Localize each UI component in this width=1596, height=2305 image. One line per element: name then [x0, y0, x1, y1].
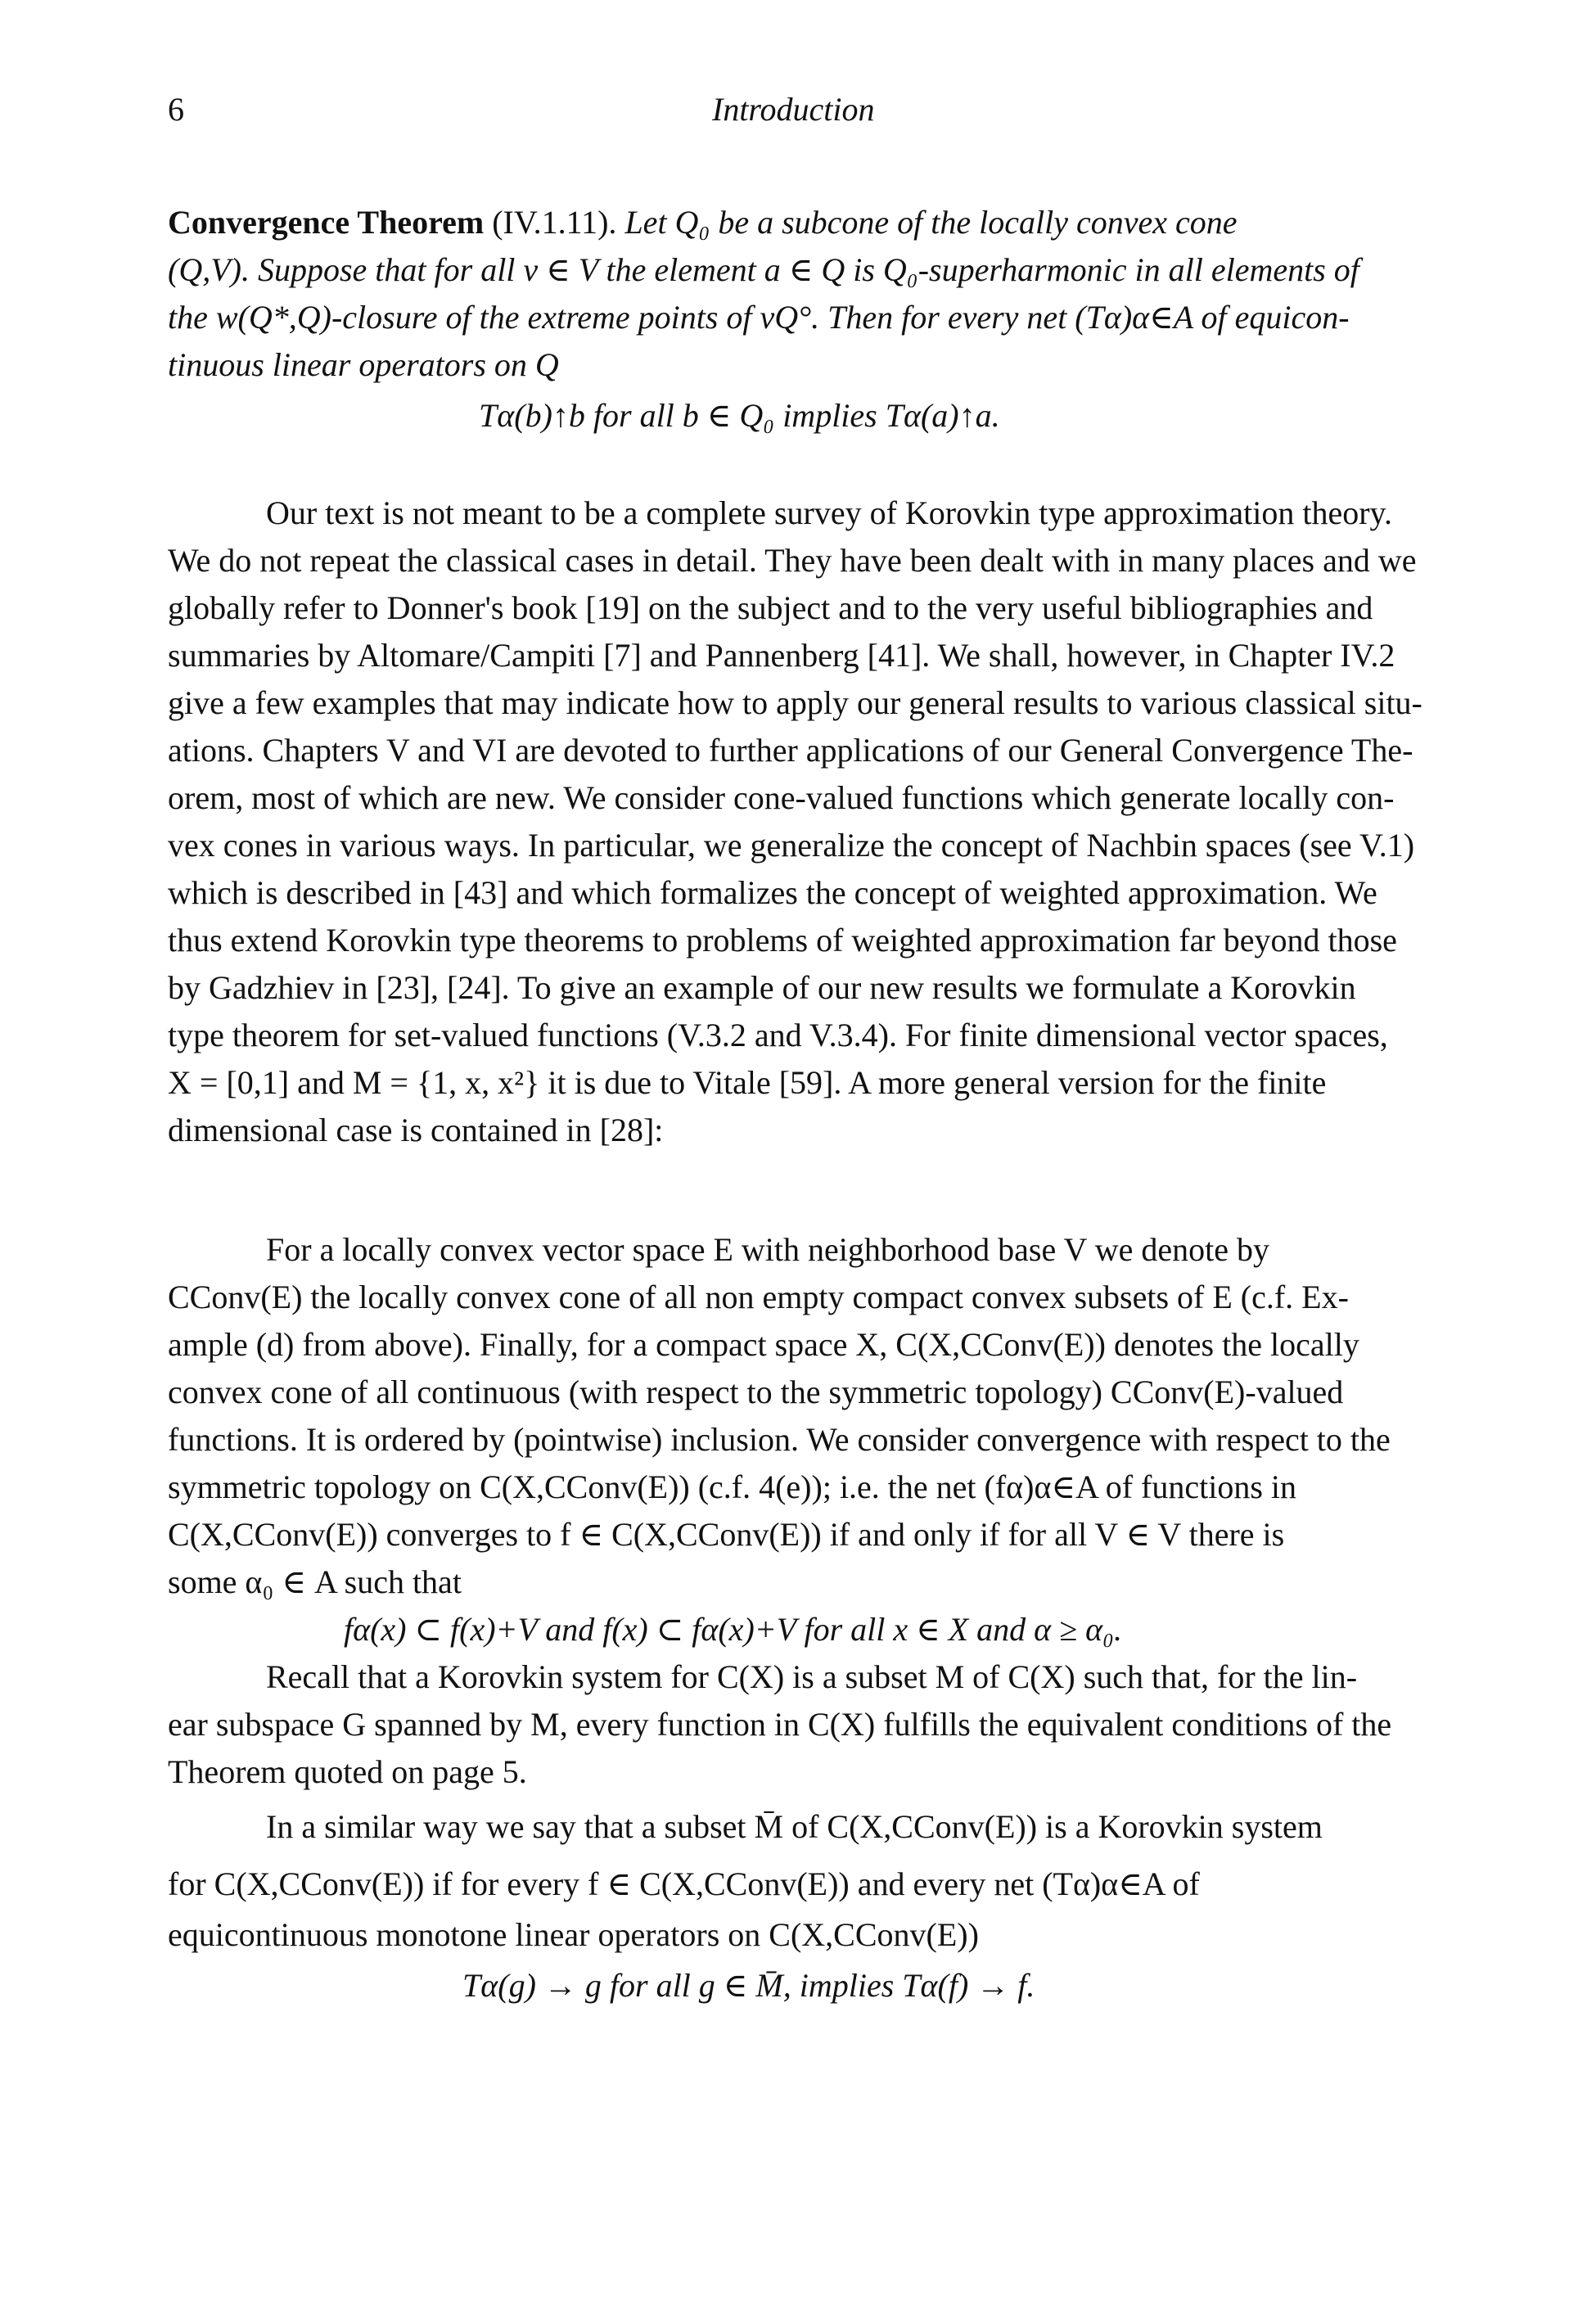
- para4-line: for C(X,CConv(E)) if for every f ∈ C(X,CConv(E)) and every net (Tα)α∈A of: [168, 1865, 1200, 1902]
- para1-line: thus extend Korovkin type theorems to problems of weighted approximation far beyond those: [168, 922, 1397, 959]
- theorem-line-3: the w(Q*,Q)-closure of the extreme points of vQ°. Then for every net (Tα)α∈A of equicon-: [168, 299, 1350, 336]
- theorem-formula: Tα(b)↑b for all b ∈ Q₀ implies Tα(a)↑a.: [479, 397, 1000, 434]
- para3-line: Recall that a Korovkin system for C(X) is a subset M of C(X) such that, for the lin-: [266, 1658, 1358, 1695]
- theorem-line-1: [168, 203, 1238, 242]
- para1-line: X = [0,1] and M = {1, x, x²} it is due to Vitale [59]. A more general version for the finite: [168, 1064, 1327, 1101]
- para2-line: convex cone of all continuous (with respect to the symmetric topology) CConv(E)-valued: [168, 1374, 1344, 1410]
- para3-line: Theorem quoted on page 5.: [168, 1753, 527, 1790]
- para1-line: ations. Chapters V and VI are devoted to further applications of our General Convergence The-: [168, 732, 1413, 769]
- para2-line: functions. It is ordered by (pointwise) inclusion. We consider convergence with respect to the: [168, 1421, 1391, 1458]
- para2-line: C(X,CConv(E)) converges to f ∈ C(X,CConv(E)) if and only if for all V ∈ V there is: [168, 1516, 1285, 1553]
- para1-line: We do not repeat the classical cases in detail. They have been dealt with in many places and we: [168, 542, 1417, 579]
- para4-line: In a similar way we say that a subset M̄ of C(X,CConv(E)) is a Korovkin system: [266, 1808, 1323, 1845]
- theorem-title: Convergence Theorem: [168, 204, 485, 241]
- para1-line: summaries by Altomare/Campiti [7] and Pannenberg [41]. We shall, however, in Chapter IV.2: [168, 637, 1395, 674]
- convergence-formula: fα(x) ⊂ f(x)+V and f(x) ⊂ fα(x)+V for all x ∈ X and α ≥ α₀.: [344, 1611, 1123, 1648]
- para2-line: For a locally convex vector space E with neighborhood base V we denote by: [266, 1231, 1269, 1268]
- para1-line: Our text is not meant to be a complete survey of Korovkin type approximation theory.: [266, 494, 1392, 531]
- para1-line: vex cones in various ways. In particular, we generalize the concept of Nachbin spaces (see V.1): [168, 827, 1415, 864]
- para1-line: by Gadzhiev in [23], [24]. To give an example of our new results we formulate a Korovkin: [168, 969, 1356, 1006]
- para1-line: give a few examples that may indicate how to apply our general results to various classical situ-: [168, 684, 1422, 721]
- theorem-ref: (IV.1.11).: [492, 204, 617, 241]
- para2-line: symmetric topology on C(X,CConv(E)) (c.f. 4(e)); i.e. the net (fα)α∈A of functions in: [168, 1468, 1297, 1505]
- para3-line: ear subspace G spanned by M, every function in C(X) fulfills the equivalent conditions of the: [168, 1706, 1392, 1743]
- para4-line: equicontinuous monotone linear operators on C(X,CConv(E)): [168, 1916, 979, 1953]
- para1-line: orem, most of which are new. We consider cone-valued functions which generate locally con-: [168, 779, 1395, 816]
- para1-line: globally refer to Donner's book [19] on the subject and to the very useful bibliographies and: [168, 589, 1373, 626]
- para2-line: CConv(E) the locally convex cone of all non empty compact convex subsets of E (c.f. Ex-: [168, 1279, 1349, 1315]
- theorem-line-4: tinuous linear operators on Q: [168, 346, 559, 383]
- page-number: 6: [168, 91, 184, 128]
- running-head: Introduction: [712, 91, 875, 128]
- korovkin-formula: Tα(g) → g for all g ∈ M̄, implies Tα(f) → f.: [462, 1967, 1035, 2004]
- para1-line: type theorem for set-valued functions (V.3.2 and V.3.4). For finite dimensional vector spaces,: [168, 1017, 1388, 1053]
- para1-line: dimensional case is contained in [28]:: [168, 1112, 664, 1148]
- theorem-line-2: (Q,V). Suppose that for all v ∈ V the element a ∈ Q is Q₀-superharmonic in all elements of: [168, 251, 1359, 288]
- theorem-text-1: Let Q₀ be a subcone of the locally convex cone: [624, 204, 1238, 241]
- para1-line: which is described in [43] and which formalizes the concept of weighted approximation. We: [168, 874, 1377, 911]
- para2-line: ample (d) from above). Finally, for a compact space X, C(X,CConv(E)) denotes the locally: [168, 1326, 1359, 1363]
- para2-line: some α₀ ∈ A such that: [168, 1563, 462, 1600]
